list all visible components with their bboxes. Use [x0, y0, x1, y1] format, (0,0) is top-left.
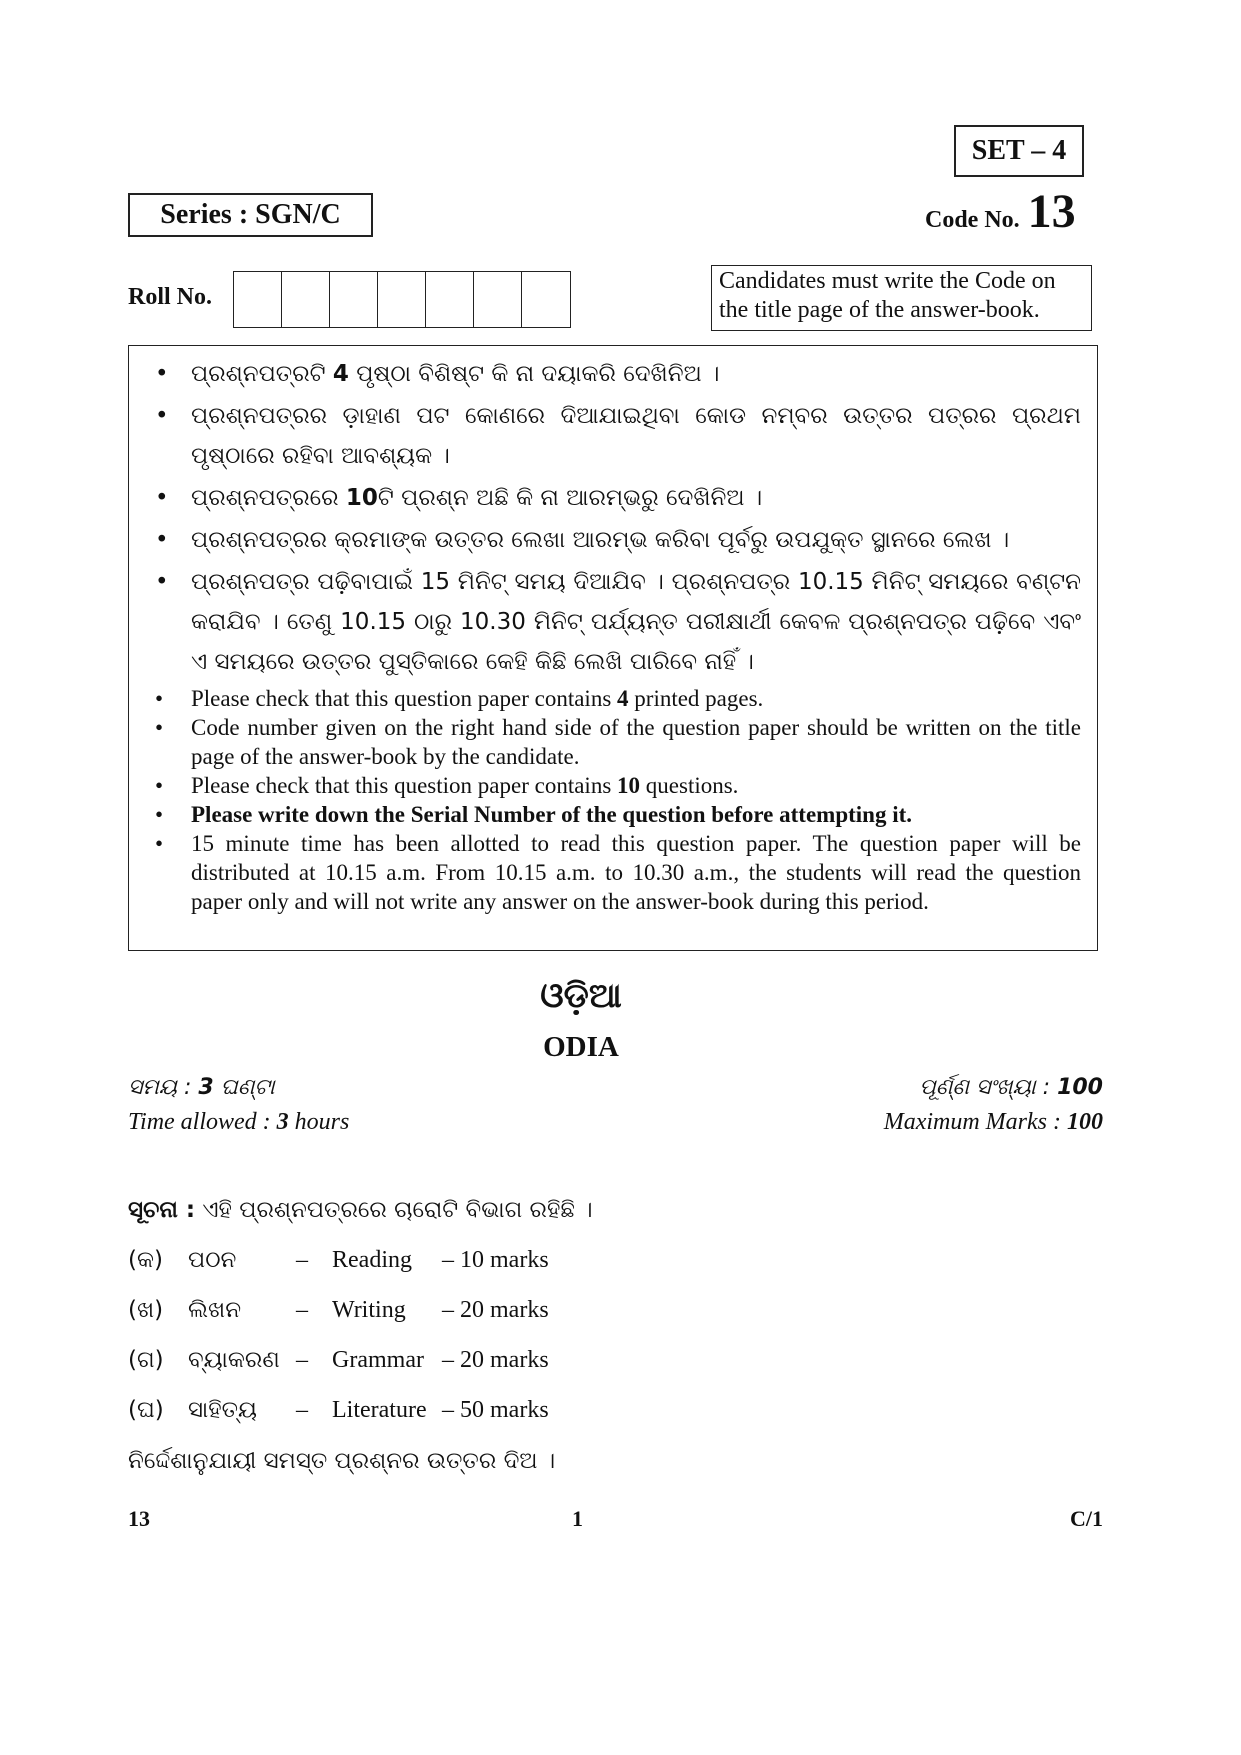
roll-number-grid[interactable]: [233, 271, 571, 328]
roll-digit-box[interactable]: [330, 272, 378, 327]
section-row: (ଖ) ଲିଖନ – Writing – 20 marks: [128, 1297, 549, 1323]
set-label: SET – 4: [954, 125, 1084, 177]
instruction-item: • Please check that this question paper contains 4 printed pages.: [155, 686, 764, 711]
instruction-item: • ପ୍ରଶ୍ନପତ୍ର ପଢ଼ିବାପାଇଁ 15 ମିନିଟ୍ ସମୟ ଦିଆଯିବ । ପ୍ରଶ୍ନପତ୍ର 10.15 ମିନିଟ୍ ସମୟରେ ବଣ୍ଟନ କରାଯିବ । ତେଣୁ 10.15 ଠାରୁ 10.30 ମିନିଟ୍ ପର୍ଯ୍ୟନ୍ତ ପରୀକ୍ଷାର୍ଥୀ କେବଳ ପ୍ରଶ୍ନପତ୍ର ପଢ଼ିବେ ଏବଂ ଏ ସମୟରେ ଉତ୍ତର ପୁସ୍ତିକାରେ କେହି କିଛି ଲେଖି ପାରିବେ ନାହିଁ ।: [155, 569, 1081, 675]
instruction-item: • ପ୍ରଶ୍ନପତ୍ରର କ୍ରମାଙ୍କ ଉତ୍ତର ଲେଖା ଆରମ୍ଭ କରିବା ପୂର୍ବରୁ ଉପଯୁକ୍ତ ସ୍ଥାନରେ ଲେଖ ।: [155, 527, 1010, 553]
section-row: (କ) ପଠନ – Reading – 10 marks: [128, 1247, 549, 1273]
instruction-item: • ପ୍ରଶ୍ନପତ୍ରର ଡ଼ାହାଣ ପଟ କୋଣରେ ଦିଆଯାଇଥିବା କୋଡ ନମ୍ବର ଉତ୍ତର ପତ୍ରର ପ୍ରଥମ ପୃଷ୍ଠାରେ ରହିବା ଆବଶ୍ୟକ ।: [155, 403, 1081, 469]
roll-digit-box[interactable]: [426, 272, 474, 327]
maximum-marks-odia: ପୂର୍ଣ୍ଣ ସଂଖ୍ୟା : 100: [919, 1075, 1103, 1100]
maximum-marks-english: Maximum Marks : 100: [883, 1109, 1103, 1135]
roll-digit-box[interactable]: [282, 272, 330, 327]
roll-digit-box[interactable]: [474, 272, 522, 327]
footer-ref: C/1: [1070, 1506, 1103, 1531]
instruction-item: • Please write down the Serial Number of the question before attempting it.: [155, 802, 913, 827]
instruction-item: • ପ୍ରଶ୍ନପତ୍ରରେ 10ଟି ପ୍ରଶ୍ନ ଅଛି କି ନା ଆରମ୍ଭରୁ ଦେଖିନିଅ ।: [155, 485, 763, 511]
final-instruction: ନିର୍ଦ୍ଦେଶାନୁଯାୟୀ ସମସ୍ତ ପ୍ରଶ୍ନର ଉତ୍ତର ଦିଅ ।: [128, 1448, 556, 1474]
section-row: (ଘ) ସାହିତ୍ୟ – Literature – 50 marks: [128, 1397, 549, 1423]
subject-title-odia: ଓଡ଼ିଆ: [540, 976, 622, 1016]
english-instructions-list: [151, 684, 1081, 916]
roll-digit-box[interactable]: [522, 272, 570, 327]
code-number: [925, 184, 1076, 239]
instruction-item: • Please check that this question paper contains 10 questions.: [155, 773, 739, 798]
roll-digit-box[interactable]: [378, 272, 426, 327]
instructions-box: [128, 345, 1098, 951]
code-label: Code No.: [925, 207, 1020, 233]
subject-title-english: ODIA: [543, 1031, 619, 1063]
footer-page-number: 1: [572, 1506, 583, 1531]
footer-code: 13: [128, 1506, 150, 1531]
candidate-code-note: Candidates must write the Code on the title page of the answer-book.: [711, 265, 1092, 331]
roll-number-label: Roll No.: [128, 284, 212, 310]
time-allowed-odia: ସମୟ : 3 ଘଣ୍ଟା: [128, 1075, 275, 1100]
instruction-item: • ପ୍ରଶ୍ନପତ୍ରଟି 4 ପୃଷ୍ଠା ବିଶିଷ୍ଟ କି ନା ଦୟାକରି ଦେଖିନିଅ ।: [155, 361, 720, 387]
code-value: 13: [1027, 185, 1076, 238]
general-note: ସୂଚନା : ଏହି ପ୍ରଶ୍ନପତ୍ରରେ ଚାରୋଟି ବିଭାଗ ରହିଛି ।: [128, 1197, 593, 1223]
series-label: Series : SGN/C: [128, 193, 373, 237]
instruction-item: • Code number given on the right hand side of the question paper should be written on the title page of the answer-book by the candidate.: [155, 715, 1081, 769]
roll-digit-box[interactable]: [234, 272, 282, 327]
odia-instructions-list: [151, 354, 1081, 682]
time-allowed-english: Time allowed : 3 hours: [128, 1109, 350, 1135]
instruction-item: • 15 minute time has been allotted to read this question paper. The question paper will be distributed at 10.15 a.m. From 10.15 a.m. to 10.30 a.m., the students will read the question paper only and will not write any answer on the answer-book during this period.: [155, 831, 1081, 914]
section-row: (ଗ) ବ୍ୟାକରଣ – Grammar – 20 marks: [128, 1347, 549, 1373]
